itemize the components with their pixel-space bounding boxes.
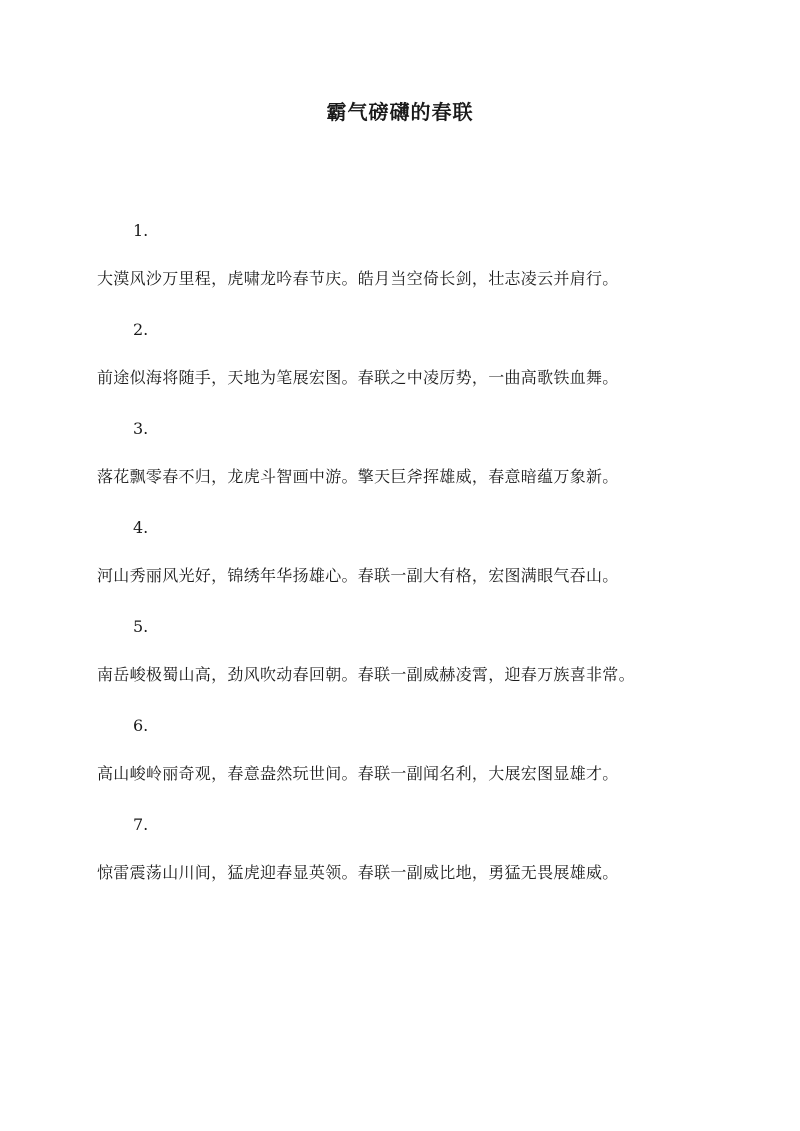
- list-item: [97, 216, 707, 294]
- item-text: 前途似海将随手，天地为笔展宏图。春联之中凌厉势，一曲高歌铁血舞。: [97, 368, 619, 387]
- item-number: 4.: [133, 518, 149, 537]
- list-item: [97, 315, 707, 393]
- item-text: 南岳峻极蜀山高，劲风吹动春回朝。春联一副威赫凌霄，迎春万族喜非常。: [97, 665, 635, 684]
- item-text: 高山峻岭丽奇观，春意盎然玩世间。春联一副闻名利，大展宏图显雄才。: [97, 764, 619, 783]
- item-number: 2.: [133, 320, 149, 339]
- item-text: 河山秀丽风光好，锦绣年华扬雄心。春联一副大有格，宏图满眼气吞山。: [97, 566, 619, 585]
- item-number: 7.: [133, 815, 149, 834]
- item-number: 1.: [133, 221, 149, 240]
- item-text: 大漠风沙万里程，虎啸龙吟春节庆。皓月当空倚长剑，壮志凌云并肩行。: [97, 269, 619, 288]
- item-number: 5.: [133, 617, 149, 636]
- list-item: [97, 810, 707, 888]
- item-number: 6.: [133, 716, 149, 735]
- page-title: 霸气磅礴的春联: [326, 100, 474, 124]
- item-number: 3.: [133, 419, 149, 438]
- list-item: [97, 513, 707, 591]
- list-item: [97, 612, 707, 690]
- couplet-list: [97, 216, 707, 888]
- item-text: 落花飘零春不归，龙虎斗智画中游。擎天巨斧挥雄威，春意暗蕴万象新。: [97, 467, 619, 486]
- item-text: 惊雷震荡山川间，猛虎迎春显英领。春联一副威比地，勇猛无畏展雄威。: [97, 863, 619, 882]
- list-item: [97, 711, 707, 789]
- list-item: [97, 414, 707, 492]
